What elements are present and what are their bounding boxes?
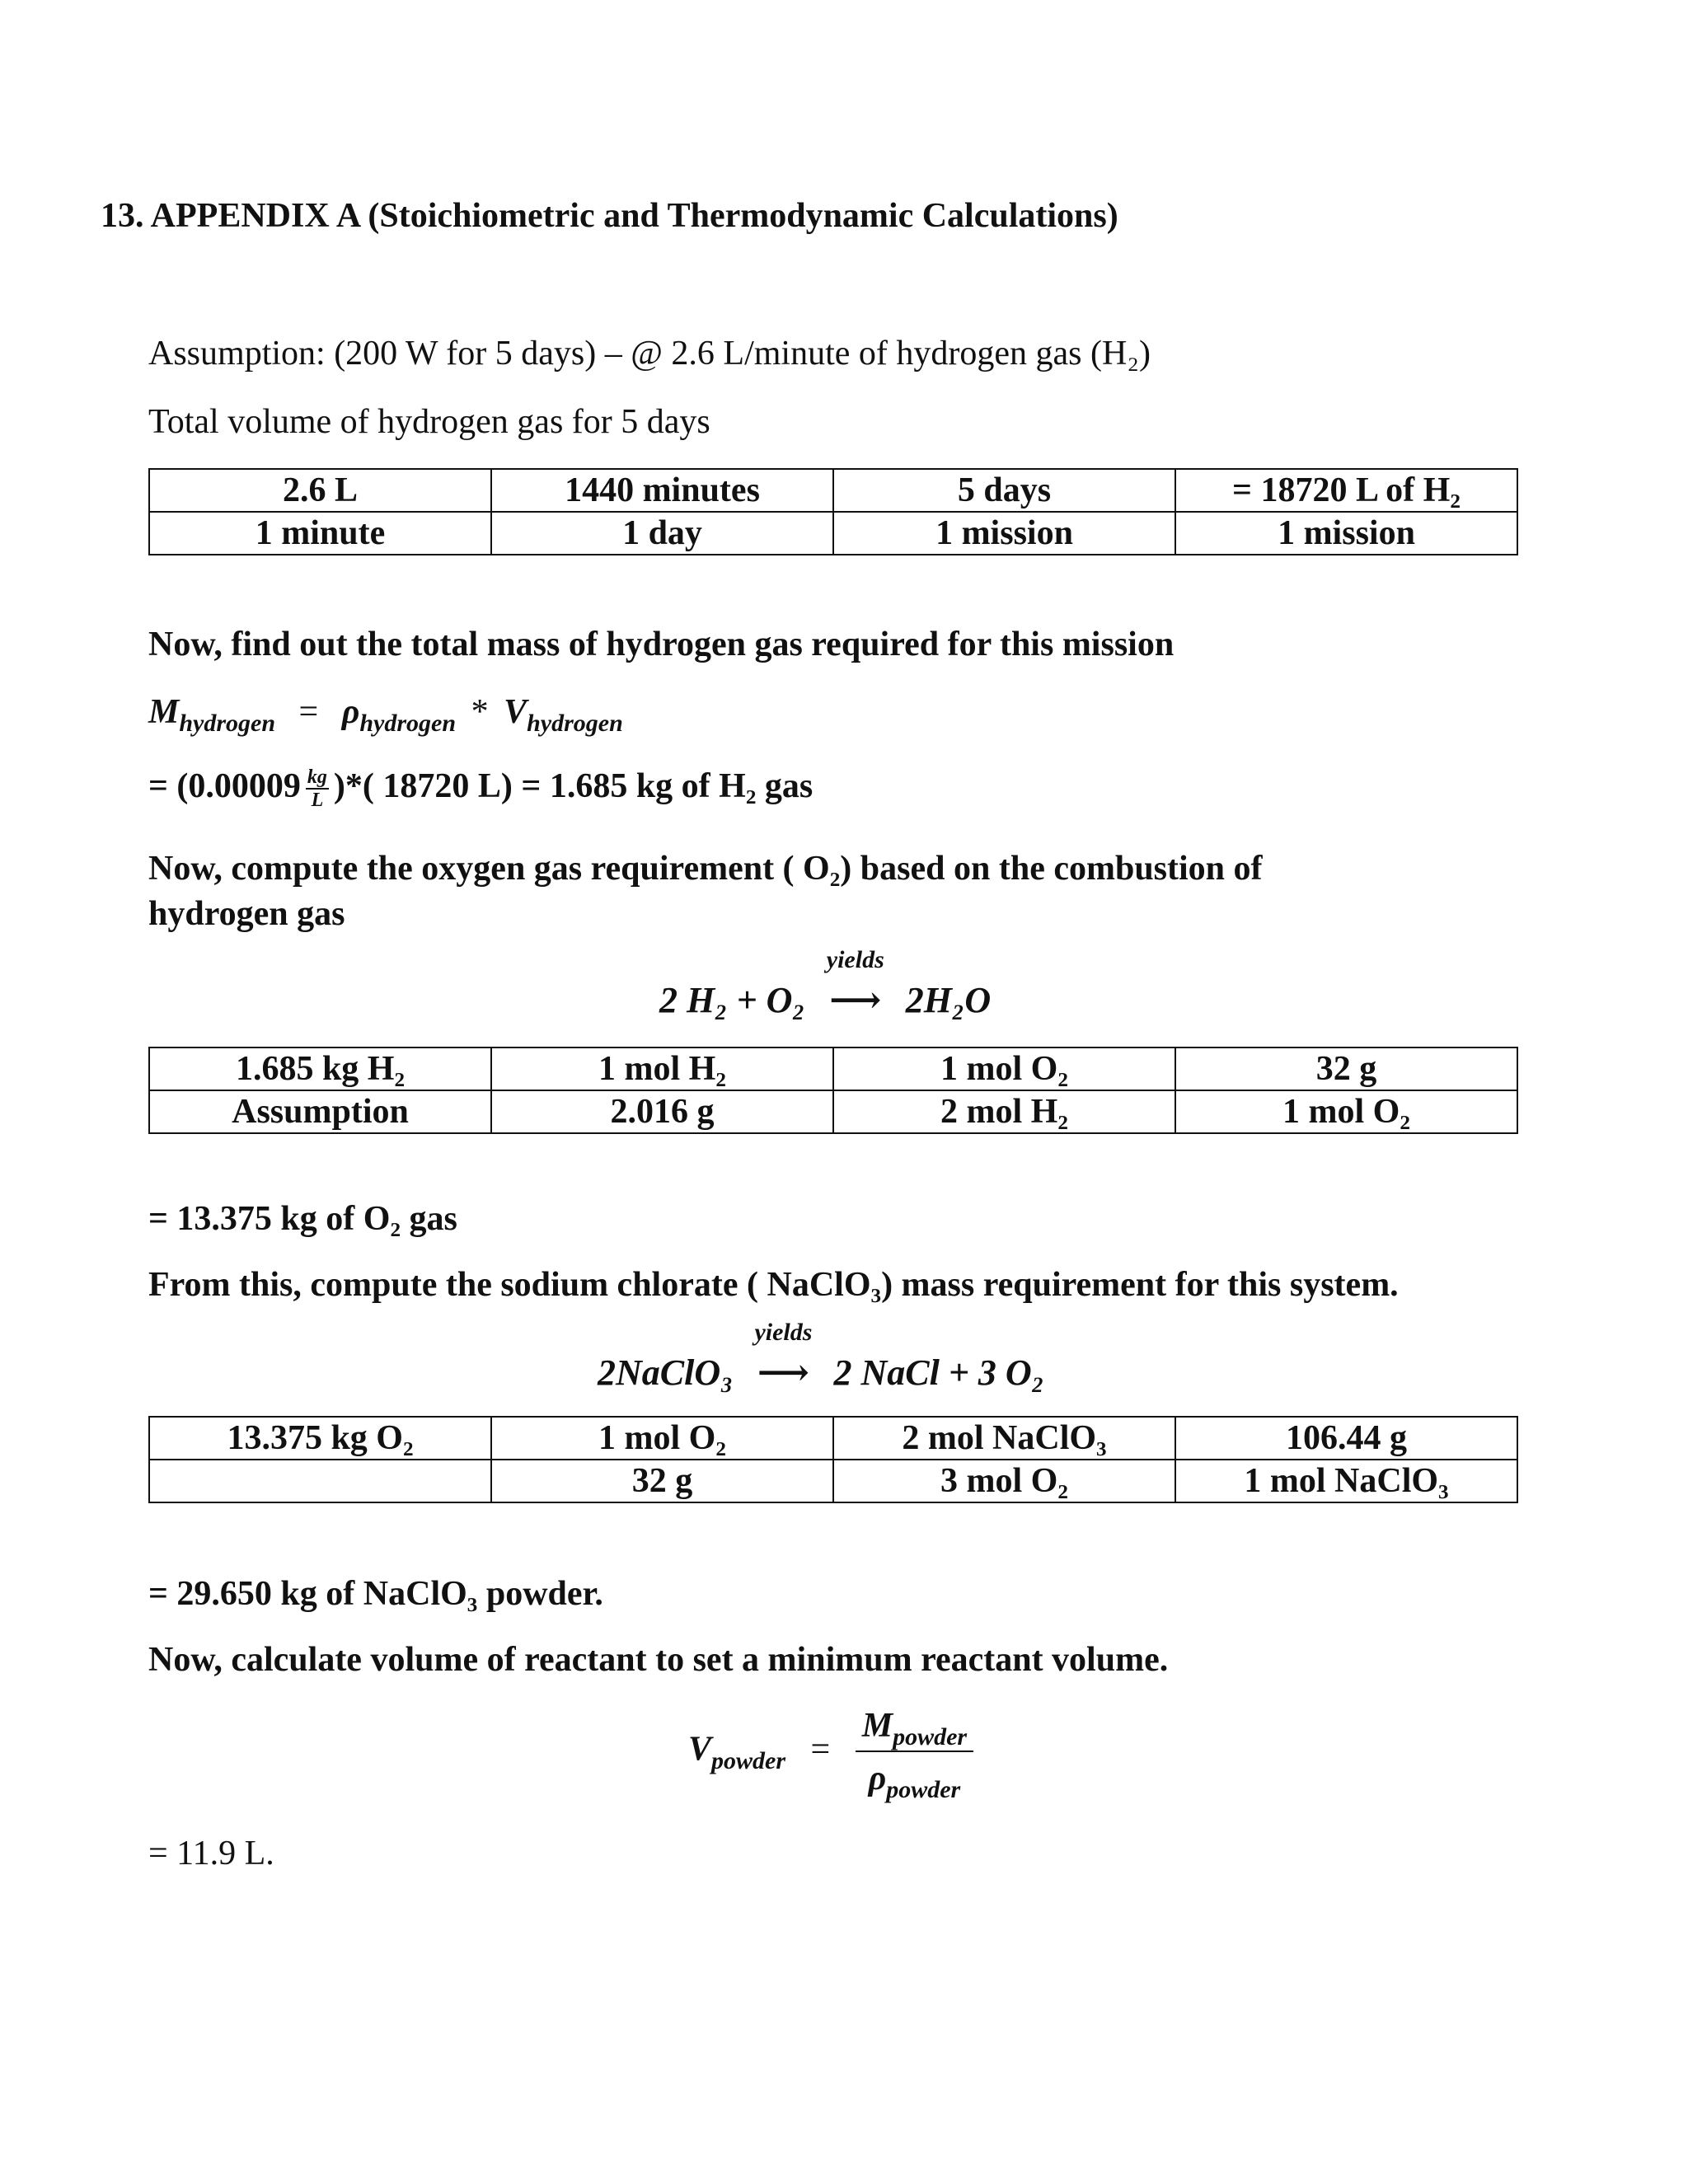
chlorate-intro: From this, compute the sodium chlorate ( NaClO₃) mass requirement for this system.: [148, 1266, 1399, 1304]
arrow-glyph: ⟶: [829, 980, 882, 1020]
oxygen-intro-line-2: hydrogen gas: [148, 895, 345, 933]
table-cell: 2 mol H₂: [833, 1090, 1175, 1133]
total-volume-line: Total volume of hydrogen gas for 5 days: [148, 403, 710, 441]
mass-symbol: M: [861, 1707, 893, 1745]
density-subscript: powder: [886, 1776, 961, 1803]
table-cell: 2.016 g: [491, 1090, 833, 1133]
table-cell: 1 mission: [1175, 512, 1517, 555]
table-cell: Assumption: [149, 1090, 491, 1133]
reaction-products: 2 NaCl + 3 O₂: [833, 1352, 1045, 1393]
density-symbol: ρ: [868, 1760, 887, 1797]
volume-symbol: V: [688, 1730, 712, 1769]
equals-sign: =: [298, 693, 319, 731]
table-cell: 106.44 g: [1175, 1417, 1517, 1460]
volume-conversion-table: [148, 468, 1518, 555]
volume-intro: Now, calculate volume of reactant to set a minimum reactant volume.: [148, 1641, 1169, 1679]
oxygen-conversion-table: [148, 1047, 1518, 1134]
table-cell: 1 mol O₂: [491, 1417, 833, 1460]
table-cell: 32 g: [491, 1460, 833, 1502]
mass-calc-prefix: = (0.00009: [148, 767, 301, 805]
fraction-denominator: [856, 1752, 973, 1803]
yields-label: yields: [754, 1319, 813, 1346]
mass-calc-suffix: )*( 18720 L) = 1.685 kg of H₂ gas: [333, 767, 814, 805]
page-heading: 13. APPENDIX A (Stoichiometric and Thermodynamic Calculations): [101, 197, 1118, 235]
times-sign: *: [471, 693, 489, 731]
table-cell: 1 mol NaClO₃: [1175, 1460, 1517, 1502]
table-row: [149, 1090, 1517, 1133]
table-row: [149, 1047, 1517, 1090]
chlorate-conversion-table: [148, 1416, 1518, 1503]
assumption-line: Assumption: (200 W for 5 days) – @ 2.6 L/minute of hydrogen gas (H₂): [148, 335, 1151, 373]
yields-arrow: [742, 1319, 824, 1394]
mass-intro: Now, find out the total mass of hydrogen gas required for this mission: [148, 626, 1175, 663]
reaction-reactants: 2 H₂ + O₂: [659, 980, 805, 1020]
table-cell: 3 mol O₂: [833, 1460, 1175, 1502]
table-row: [149, 1460, 1517, 1502]
table-cell: 1 day: [491, 512, 833, 555]
reaction-reactants: 2NaClO₃: [598, 1352, 734, 1393]
table-cell: 32 g: [1175, 1047, 1517, 1090]
table-cell: [149, 1460, 491, 1502]
oxygen-intro-line-1: Now, compute the oxygen gas requirement ( O₂) based on the combustion of: [148, 850, 1263, 888]
equals-sign: =: [810, 1730, 831, 1769]
reaction-products: 2H₂O: [905, 980, 992, 1020]
chlorate-result: = 29.650 kg of NaClO₃ powder.: [148, 1575, 603, 1613]
table-cell: 1 minute: [149, 512, 491, 555]
hydrogen-combustion-equation: [659, 946, 992, 1021]
oxygen-result: = 13.375 kg of O₂ gas: [148, 1200, 457, 1238]
mass-calculation: [148, 766, 813, 811]
table-row: [149, 469, 1517, 512]
table-cell: 1 mol O₂: [1175, 1090, 1517, 1133]
volume-formula: [688, 1706, 973, 1803]
density-symbol: ρ: [341, 693, 360, 731]
fraction-numerator: [856, 1706, 973, 1752]
table-cell: 1 mol O₂: [833, 1047, 1175, 1090]
mass-subscript: hydrogen: [179, 710, 276, 737]
yields-label: yields: [826, 946, 884, 973]
mass-over-density-fraction: [856, 1706, 973, 1803]
mass-formula: [148, 692, 623, 737]
volume-result: = 11.9 L.: [148, 1835, 274, 1872]
table-cell: 5 days: [833, 469, 1175, 512]
table-cell: = 18720 L of H₂: [1175, 469, 1517, 512]
volume-subscript: powder: [711, 1746, 786, 1774]
density-subscript: hydrogen: [359, 710, 457, 737]
table-row: [149, 512, 1517, 555]
mass-symbol: M: [148, 693, 180, 731]
table-cell: 1.685 kg H₂: [149, 1047, 491, 1090]
table-row: [149, 1417, 1517, 1460]
yields-arrow: [814, 946, 897, 1021]
table-cell: 2.6 L: [149, 469, 491, 512]
table-cell: 1440 minutes: [491, 469, 833, 512]
mass-subscript: powder: [893, 1723, 968, 1750]
arrow-glyph: ⟶: [757, 1352, 809, 1393]
unit-numerator: kg: [307, 766, 327, 789]
unit-denominator: L: [311, 790, 324, 812]
table-cell: 2 mol NaClO₃: [833, 1417, 1175, 1460]
table-cell: 1 mol H₂: [491, 1047, 833, 1090]
table-cell: 13.375 kg O₂: [149, 1417, 491, 1460]
volume-symbol: V: [504, 693, 528, 731]
table-cell: 1 mission: [833, 512, 1175, 555]
density-unit-fraction: [306, 766, 329, 811]
chlorate-decomposition-equation: [598, 1319, 1045, 1394]
volume-subscript: hydrogen: [527, 710, 623, 737]
